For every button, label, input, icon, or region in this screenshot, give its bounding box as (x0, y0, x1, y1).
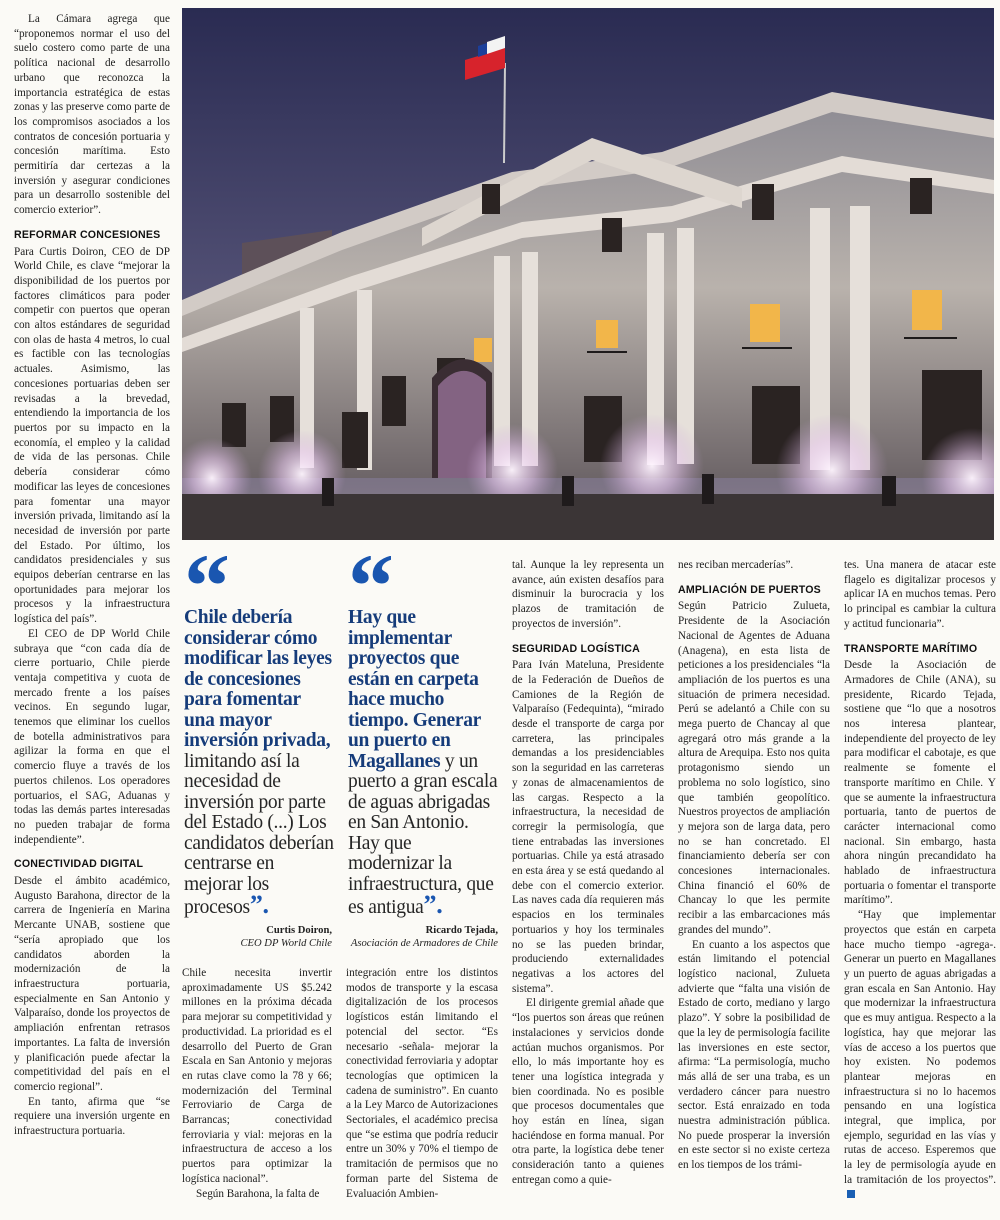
subheading-transporte-maritimo: TRANSPORTE MARÍTIMO (844, 642, 978, 655)
paragraph (844, 908, 996, 1202)
article-column-5 (678, 558, 830, 1216)
paragraph: Desde la Asociación de Armadores de Chile (ANA), su presidente, Ricardo Tejada, sostiene que “lo que a nosotros nos interesa plantear, independiente del proyecto de ley para modificar el cabotaje, es que realmente se fomente el transporte marítimo en Chile. Y que se aumente la infraestructura portuaria, tanto de puertos de carácter internacional como nacional. Sin embargo, hasta ahora ningún precandidato ha hablado de infraestructura portuaria o fomentar el transporte marítimo”. (844, 659, 996, 907)
paragraph: Desde el ámbito académico, Augusto Barahona, director de la carrera de Ingeniería en Marina Mercante UNAB, sostiene que “sería apropiado que los candidatos aborden la modernización de la infraestructura portuaria, especialmente en San Antonio y Valparaíso, donde los proyectos de ampliación enfrentan retrasos importantes. La falta de inversión y planificación puede afectar la competitividad del país en el comercio regional”. (14, 875, 170, 1093)
subheading-ampliacion-de-puertos: AMPLIACIÓN DE PUERTOS (678, 583, 821, 596)
pull-quote-doiron (184, 556, 334, 919)
paragraph: Según Patricio Zulueta, Presidente de la Asociación Nacional de Agentes de Aduana (Anagena), en esta lista de peticiones a los presidenciales “la ampliación de los puertos es una situación de primera necesidad. Perú se adelantó a Chile con su mega puerto de Chancay al que agregará otro más grande a la altura de Arequipa. Esto nos quita protagonismo siendo un problema no solo logístico, sino que también geopolítico. Nuestros proyectos de ampliación y mejora son de larga data, pero no se han concretado. El financiamiento debería ser con concesiones internacionales. China financió el 60% de Chancay lo que les permite recibir a las embarcaciones más grandes del mundo”. (678, 600, 830, 936)
quote-mark-icon (348, 556, 498, 604)
quote-close-icon: ”. (423, 890, 443, 919)
paragraph-text: “Hay que implementar proyectos que están en carpeta hace mucho tiempo -agrega-. Generar un puerto en Magallanes y un puerto de aguas abrigadas a gran escala en San Antonio. Hay que modernizar la infraestructura que es muy antigua. Respecto a la logística, hay que mejorar las vías de acceso a los puertos que hoy existen. No podemos plantear mejoras en infraestructura si no lo hacemos pensando en una logística integral, que implica, por ejemplo, seguridad en las vías y rutas de acceso. Esperemos que la ley de permisología ayude en la tramitación de los proyectos”. (844, 909, 996, 1186)
attribution-doiron (184, 924, 332, 950)
paragraph: tal. Aunque la ley representa un avance, aún existen desafíos para disminuir la burocracia y los plazos de tramitación de proyectos de inversión”. (512, 559, 664, 630)
attribution-tejada (338, 924, 498, 950)
pull-quote-tejada (348, 556, 498, 919)
attribution-role: Asociación de Armadores de Chile (350, 938, 498, 949)
paragraph: En cuanto a los aspectos que están limitando el potencial logístico nacional, Zulueta advierte que “falta una visión de Estado de corto, mediano y largo plazo”. Y sobre la posibilidad de que la ley de permisología facilite las inversiones en este sector, afirma: “La permisología, mucho más allá de ser una traba, es un verdadero cáncer para nuestro sector. Está enraizado en toda nuestra administración pública. No puede prosperar la inversión en este sector si no existe certeza en los tiempos de los trámi- (678, 938, 830, 1172)
quote-bold-text: Hay que implementar proyectos que están en carpeta hace mucho tiempo. Generar un puerto en Magallanes (348, 607, 481, 772)
paragraph: Según Barahona, la falta de (196, 1187, 320, 1200)
article-column-1 (14, 12, 170, 1216)
article-column-2 (182, 966, 332, 1216)
quote-bold-text: Chile debería considerar cómo modificar las leyes de concesiones para fomentar una mayor inversión privada, (184, 607, 332, 751)
paragraph: El CEO de DP World Chile subraya que “con cada día de cierre portuario, Chile pierde ventaja competitiva y cuota de mercado frente a los países vecinos. En segundo lugar, tenemos que eliminar los cuellos de botella administrativos para agilizar la forma en que el comercio fluye a través de los puertos chilenos. Los operadores portuarios, el SAG, Aduanas y todas las demás partes interesadas no pueden trabajar de forma independiente”. (14, 627, 170, 846)
quote-mark-icon (184, 556, 334, 604)
paragraph: La Cámara agrega que “proponemos normar el uso del suelo costero como parte de una política nacional de desarrollo urbano que reconozca la importancia estratégica de estas zonas y las preserve como parte de los compromisos asociados a los contratos de concesión portuaria y concesión marítima. Esto permitiría dar certezas a la inversión y asegurar condiciones para un desarrollo sostenible del comercio exterior”. (14, 13, 170, 217)
article-column-6 (844, 558, 996, 1216)
paragraph: Chile necesita invertir aproximadamente US $5.242 millones en la próxima década para mejorar su competitividad y productividad. La prioridad es el desarrollo del Puerto de Gran Escala en San Antonio y mejoras en rutas clave como la 78 y 66; modernización del Terminal Ferroviario de Carga de Barrancas; conectividad ferroviaria y vial: mejoras en la infraestructura de acceso a los puertos para optimizar la logística nacional”. (182, 967, 332, 1185)
end-of-article-icon (847, 1190, 855, 1198)
paragraph: nes reciban mercaderías”. (678, 559, 794, 571)
paragraph: El dirigente gremial añade que “los puertos son áreas que reúnen instalaciones y servicios donde actúan muchos organismos. Por ello, lo más importante hoy es tener una logística integrada y bien coordinada. No es posible que procesos documentales que hoy están en línea, sigan haciéndose en forma manual. Por otra parte, la logística debe tener consideración tanto a quienes entregan como a quie- (512, 997, 664, 1186)
paragraph: En tanto, afirma que “se requiere una inversión urgente en infraestructura portuaria. (14, 1095, 170, 1138)
quote-regular-text: limitando así la necesidad de inversión por parte del Estado (...) Los candidatos deberían centrarse en mejorar los procesos (184, 750, 334, 918)
attribution-role: CEO DP World Chile (240, 938, 332, 949)
paragraph: integración entre los distintos modos de transporte y la escasa digitalización de los procesos logísticos están limitando el potencial del sector. “Es necesario -señala- mejorar la conectividad ferroviaria y adoptar tecnologías que optimicen la cadena de suministro”. En cuanto a la Ley Marco de Autorizaciones Sectoriales, el académico precisa que “se estima que podría reducir entre un 30% y 70% el tiempo de tramitación de permisos que no forman parte del Sistema de Evaluación Ambien- (346, 967, 498, 1200)
subheading-reformar-concesiones: REFORMAR CONCESIONES (14, 228, 161, 241)
paragraph: Para Curtis Doiron, CEO de DP World Chile, es clave “mejorar la disponibilidad de los puertos por factores climáticos para poder competir con puertos que operan con altos estándares de seguridad con olas de hasta 4 metros, lo cual es factible con las tecnologías actuales. Asimismo, las concesiones portuarias deben ser revisadas a la brevedad, entendiendo la importancia de los puertos por su impacto en la economía, el empleo y la calidad de vida de las personas. Chile debería considerar cómo modificar las leyes de concesiones para fomentar una mayor inversión privada, limitando así la necesidad de inversión por parte del Estado. Por último, los candidatos presidenciales y sus equipos deberían centrarse en las oportunidades para mejorar los procesos y la infraestructura logística del país”. (14, 245, 170, 626)
la-moneda-photo (182, 8, 994, 540)
quote-regular-text: y un puerto a gran escala de aguas abrigadas en San Antonio. Hay que modernizar la infraestructura, que es antigua (348, 750, 498, 918)
article-column-4 (512, 558, 664, 1216)
paragraph: Para Iván Mateluna, Presidente de la Federación de Dueños de Camiones de la Región de Valparaíso (Fedequinta), “mirado desde el transporte de carga por carretera, las principales demandas a los presidenciables son la seguridad en las carreteras y zonas de almacenamientos de las cargas. Respecto a la infraestructura, la necesidad de corregir la permisología, que tiene entrabadas las inversiones portuarias. Chile ya está atrasado en esta área y se está quedando al debe con el comercio exterior. Las naves cada día requieren más espacios en los terminales portuarios y hoy los terminales no se las pueden brindar, produciendo externalidades negativas a los actores del sistema”. (512, 659, 664, 995)
paragraph: tes. Una manera de atacar este flagelo es digitalizar procesos y aplicar IA en muchos temas. Pero lo principal es cambiar la cultura y actitud funcionaria”. (844, 559, 996, 630)
attribution-name: Curtis Doiron, (266, 925, 332, 936)
article-column-3 (346, 966, 498, 1216)
attribution-name: Ricardo Tejada, (425, 925, 498, 936)
palace-illustration (182, 8, 994, 540)
subheading-seguridad-logistica: SEGURIDAD LOGÍSTICA (512, 642, 640, 655)
quote-close-icon: ”. (249, 890, 269, 919)
subheading-conectividad-digital: CONECTIVIDAD DIGITAL (14, 858, 144, 871)
